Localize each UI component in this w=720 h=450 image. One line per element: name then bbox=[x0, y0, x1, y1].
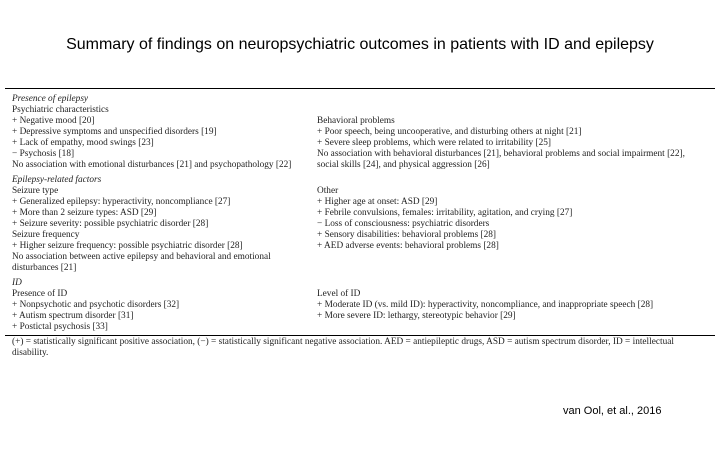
finding-line: No association with emotional disturbances [21] and psychopathology [22] bbox=[12, 160, 292, 170]
column-other bbox=[317, 186, 712, 274]
section-epilepsy-related-factors bbox=[5, 171, 715, 274]
column-seizure-type bbox=[5, 186, 317, 274]
subheading: Level of ID bbox=[317, 289, 361, 299]
finding-line: + Negative mood [20] bbox=[12, 116, 95, 126]
finding-line: + More than 2 seizure types: ASD [29] bbox=[12, 208, 157, 218]
finding-line: + Sensory disabilities: behavioral problems [28] bbox=[317, 230, 497, 240]
findings-table bbox=[5, 88, 715, 359]
column-psychiatric-characteristics bbox=[5, 105, 317, 171]
finding-line: + Lack of empathy, mood swings [23] bbox=[12, 138, 154, 148]
section-heading: Epilepsy-related factors bbox=[12, 175, 102, 185]
finding-line: + More severe ID: lethargy, stereotypic behavior [29] bbox=[317, 311, 516, 321]
finding-line: + Seizure severity: possible psychiatric disorder [28] bbox=[12, 219, 209, 229]
finding-line: + Nonpsychotic and psychotic disorders [32] bbox=[12, 300, 180, 310]
section-presence-of-epilepsy bbox=[5, 89, 715, 171]
section-heading: Presence of epilepsy bbox=[12, 94, 89, 104]
column-presence-of-id bbox=[5, 289, 317, 333]
subheading: Seizure frequency bbox=[12, 230, 80, 240]
finding-line: + Severe sleep problems, which were related to irritability [25] bbox=[317, 138, 551, 148]
finding-line: No association between active epilepsy and behavioral and emotional bbox=[12, 252, 271, 262]
column-level-of-id bbox=[317, 289, 712, 333]
section-heading: ID bbox=[12, 278, 22, 288]
subheading: Other bbox=[317, 186, 339, 196]
section-id bbox=[5, 274, 715, 333]
footnote-line: disability. bbox=[12, 348, 49, 358]
table-footnote bbox=[5, 335, 715, 359]
finding-line: + Higher seizure frequency: possible psychiatric disorder [28] bbox=[12, 241, 243, 251]
footnote-line: (+) = statistically significant positive association, (−) = statistically significant negative association. AED = antiepileptic drugs, ASD = autism spectrum disorder, ID = intellectual bbox=[12, 337, 674, 347]
finding-line: + Autism spectrum disorder [31] bbox=[12, 311, 134, 321]
finding-line: + AED adverse events: behavioral problems [28] bbox=[317, 241, 499, 251]
column-behavioral-problems bbox=[317, 105, 712, 171]
finding-line: + Depressive symptoms and unspecified disorders [19] bbox=[12, 127, 217, 137]
subheading: Seizure type bbox=[12, 186, 59, 196]
finding-line: + Moderate ID (vs. mild ID): hyperactivity, noncompliance, and inappropriate speech [28] bbox=[317, 300, 654, 310]
finding-line: + Postictal psychosis [33] bbox=[12, 322, 108, 332]
finding-line: + Poor speech, being uncooperative, and disturbing others at night [21] bbox=[317, 127, 582, 137]
subheading: Presence of ID bbox=[12, 289, 68, 299]
finding-line: disturbances [21] bbox=[12, 263, 77, 273]
subheading: Psychiatric characteristics bbox=[12, 105, 109, 115]
finding-line: social skills [24], and physical aggression [26] bbox=[317, 160, 490, 170]
slide-title: Summary of findings on neuropsychiatric outcomes in patients with ID and epilepsy bbox=[66, 36, 654, 53]
finding-line: + Higher age at onset: ASD [29] bbox=[317, 197, 438, 207]
finding-line: − Loss of consciousness: psychiatric disorders bbox=[317, 219, 490, 229]
subheading: Behavioral problems bbox=[317, 116, 395, 126]
citation: van Ool, et al., 2016 bbox=[563, 405, 662, 417]
finding-line: + Generalized epilepsy: hyperactivity, noncompliance [27] bbox=[12, 197, 231, 207]
finding-line: No association with behavioral disturbances [21], behavioral problems and social impairment [22], bbox=[317, 149, 685, 159]
finding-line: − Psychosis [18] bbox=[12, 149, 75, 159]
finding-line: + Febrile convulsions, females: irritability, agitation, and crying [27] bbox=[317, 208, 573, 218]
